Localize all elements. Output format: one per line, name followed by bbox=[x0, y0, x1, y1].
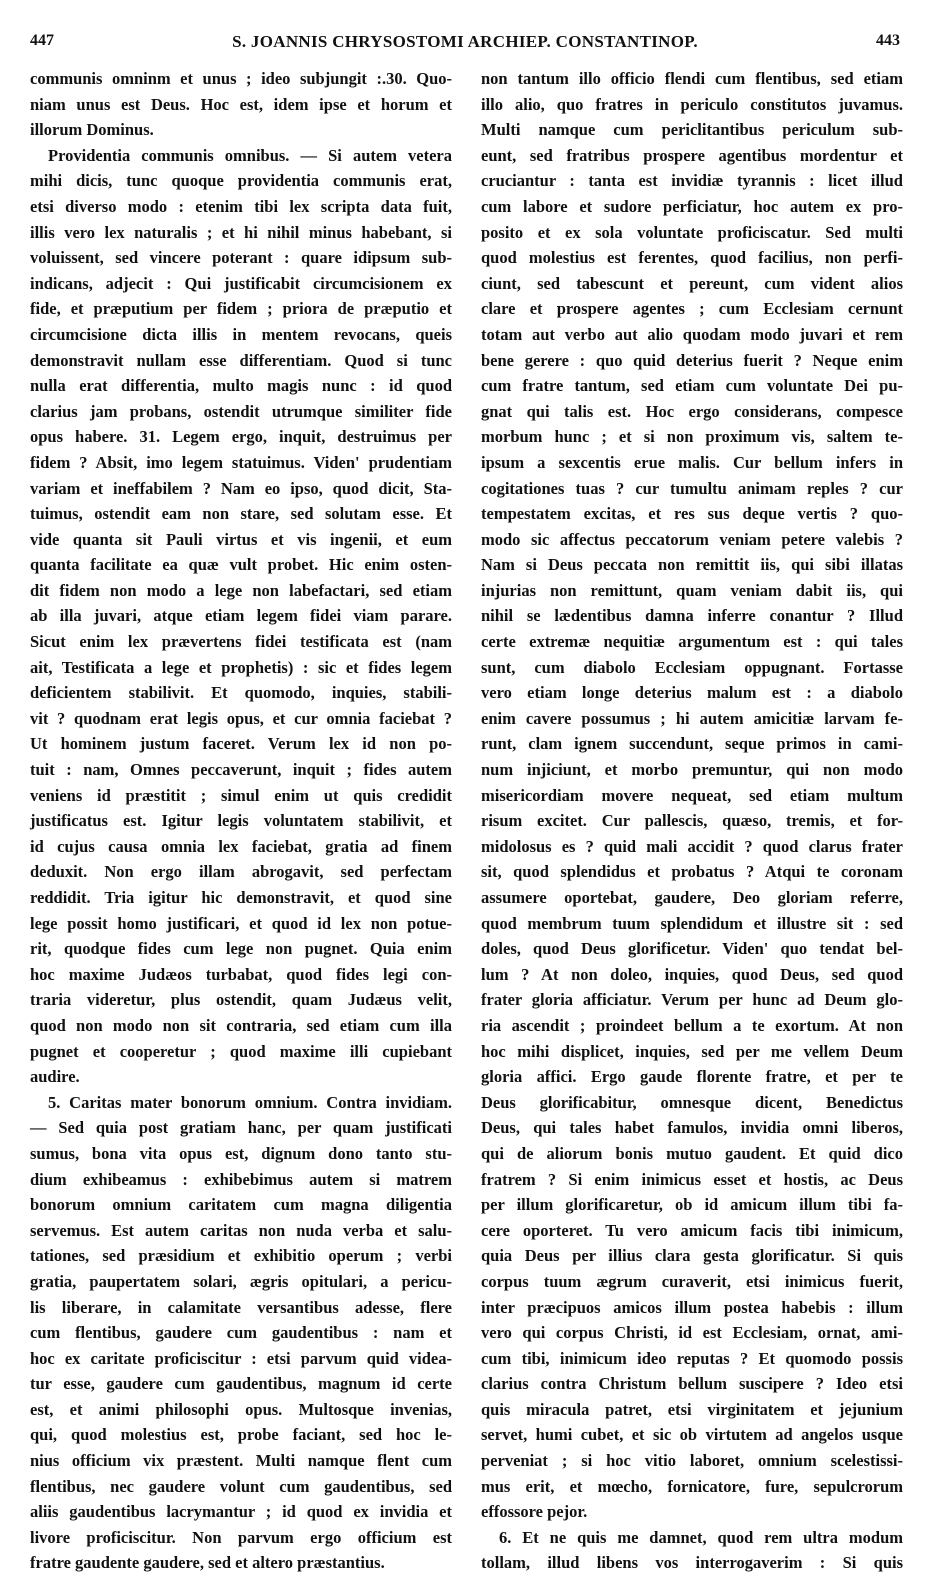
running-title: S. JOANNIS CHRYSOSTOMI ARCHIEP. CONSTANTINOP. bbox=[232, 32, 698, 51]
text-line: clarius jam probans, ostendit utrumque similiter fide bbox=[30, 401, 452, 421]
text-line: pugnet et cooperetur ; quod maxime illi cupiebant bbox=[30, 1041, 452, 1061]
text-line: dit fidem non modo a lege non labefactari, sed etiam bbox=[30, 580, 452, 600]
text-line: aliis gaudentibus lacrymantur ; id quod ex invidia et bbox=[30, 1502, 452, 1522]
text-line: demonstravit nullam esse differentiam. Quod si tunc bbox=[30, 350, 452, 370]
text-line: eunt, sed fratribus prospere agentibus mordentur et bbox=[481, 145, 903, 165]
text-line: cogitationes tuas ? cur tumultu animam reples ? cur bbox=[481, 478, 903, 498]
running-header bbox=[30, 32, 900, 58]
text-line: cere oporteret. Tu vero amicum facis tibi inimicum, bbox=[481, 1220, 903, 1240]
text-line: quanta facilitate ea quæ vult probet. Hic enim osten- bbox=[30, 555, 452, 575]
text-line: cruciantur : tanta est invidiæ tyrannis : licet illud bbox=[481, 171, 903, 191]
text-line: quis miracula patret, etsi virginitatem et jejunium bbox=[481, 1399, 903, 1419]
text-line: gratia, paupertatem solari, ægris opitulari, a pericu- bbox=[30, 1271, 452, 1291]
text-line: gnat qui talis est. Hoc ergo considerans, compesce bbox=[481, 401, 903, 421]
text-line: ait, Testificata a lege et prophetis) : sic et fides legem bbox=[30, 657, 452, 677]
text-line: quia Deus per illius clara gesta glorificatur. Si quis bbox=[481, 1246, 903, 1266]
text-line: bonorum omnium caritatem cum magna diligentia bbox=[30, 1195, 452, 1215]
text-line: variam et ineffabilem ? Nam eo ipso, quod dicit, Sta- bbox=[30, 478, 452, 498]
text-line: nius officium vix præstent. Multi namque flent cum bbox=[30, 1451, 452, 1471]
text-line: modo sic affectus peccatorum veniam petere valebis ? bbox=[481, 529, 903, 549]
text-line: audire. bbox=[30, 1067, 80, 1087]
text-line: runt, clam ignem succendunt, seque primos in cami- bbox=[481, 734, 903, 754]
text-line: rit, quodque fides cum lege non pugnet. Quia enim bbox=[30, 939, 452, 959]
text-line: illo alio, quo fratres in periculo constitutos juvamus. bbox=[481, 94, 903, 114]
text-line: Providentia communis omnibus. — Si autem vetera bbox=[48, 145, 452, 165]
text-line: fidem ? Absit, imo legem statuimus. Viden' prudentiam bbox=[30, 452, 452, 472]
text-line: morbum hunc ; et si non proximum vis, saltem te- bbox=[481, 427, 903, 447]
text-line: veniens id præstitit ; simul enim ut quis credidit bbox=[30, 785, 452, 805]
text-line: deficientem stabilivit. Et quomodo, inquies, stabili- bbox=[30, 683, 452, 703]
text-line: vit ? quodnam erat legis opus, et cur omnia faciebat ? bbox=[30, 708, 452, 728]
text-line: ria ascendit ; proindeet bellum a te exortum. At non bbox=[481, 1015, 903, 1035]
text-line: tollam, illud libens vos interrogaverim : Si quis bbox=[481, 1553, 903, 1573]
text-line: tempestatem excitas, et res sus deque vertis ? quo- bbox=[481, 504, 903, 524]
text-line: hoc ex caritate proficiscitur : etsi parvum quid videa- bbox=[30, 1348, 452, 1368]
text-line: tur esse, gaudere cum gaudentibus, magnum id certe bbox=[30, 1374, 452, 1394]
text-line: assumere oportebat, gaudere, Deo gloriam referre, bbox=[481, 888, 903, 907]
text-line: opus habere. 31. Legem ergo, inquit, destruimus per bbox=[30, 427, 452, 447]
text-line: est, et animi philosophi opus. Multosque invenias, bbox=[30, 1399, 452, 1419]
text-line: per illum glorificaretur, ob id amicum illum tibi fa- bbox=[481, 1195, 903, 1215]
text-line: midolosus es ? quid mali accidit ? quod clarus frater bbox=[481, 836, 903, 856]
text-line: justificatus est. Igitur legis voluntatem stabilivit, et bbox=[30, 811, 452, 831]
text-line: Sicut enim lex prævertens fidei testificata est (nam bbox=[30, 632, 452, 652]
text-line: quod membrum tuum splendidum et illustre sit : sed bbox=[481, 913, 903, 933]
text-line: Deus, qui tales habet famulos, invidia omni liberos, bbox=[481, 1118, 903, 1138]
text-line: quod molestius est ferentes, quod facilius, non perfi- bbox=[481, 248, 903, 268]
text-line: etsi diverso modo : etenim tibi lex scripta data fuit, bbox=[30, 196, 452, 216]
text-line: sunt, cum diabolo Ecclesiam oppugnant. Fortasse bbox=[481, 657, 903, 677]
text-line: Deus glorificabitur, omnesque dicent, Benedictus bbox=[481, 1092, 903, 1112]
text-line: vero qui corpus Christi, id est Ecclesiam, ornat, ami- bbox=[481, 1323, 903, 1343]
text-line: flentibus, nec gaudere volunt cum gaudentibus, sed bbox=[30, 1476, 452, 1496]
text-line: vero etiam longe deterius malum est : a diabolo bbox=[481, 683, 903, 703]
text-line: nulla erat differentia, multo magis nunc : id quod bbox=[30, 376, 452, 396]
page-number-left: 447 bbox=[30, 32, 54, 49]
text-line: illorum Dominus. bbox=[30, 120, 154, 140]
text-line: sumus, bona vita opus est, dignum dono tanto stu- bbox=[30, 1143, 452, 1163]
text-line: num injiciunt, et morbo premuntur, qui non modo bbox=[481, 760, 903, 780]
text-line: Ut hominem justum faceret. Verum lex id non po- bbox=[30, 734, 452, 754]
text-line: risum excitet. Cur pallescis, quæso, tremis, et for- bbox=[481, 811, 903, 831]
text-line: clare et prospere agentes ; cum Ecclesiam cernunt bbox=[481, 299, 903, 319]
text-line: non tantum illo officio flendi cum flentibus, sed etiam bbox=[481, 69, 903, 88]
text-line: indicans, adjecit : Qui justificabit circumcisionem ex bbox=[30, 273, 452, 293]
text-line: fratre gaudente gaudere, sed et altero præstantius. bbox=[30, 1553, 385, 1573]
text-line: reddidit. Tria igitur hic demonstravit, et quod sine bbox=[30, 888, 452, 907]
text-line: mus erit, et mœcho, fornicatore, fure, sepulcrorum bbox=[481, 1476, 903, 1496]
text-line: illis vero lex naturalis ; et hi nihil minus habebant, si bbox=[30, 222, 452, 242]
text-line: ipsum a sexcentis erue malis. Cur bellum infers in bbox=[481, 452, 903, 472]
text-line: tuit : nam, Omnes peccaverunt, inquit ; fides autem bbox=[30, 760, 452, 780]
text-line: servemus. Est autem caritas non nuda verba et salu- bbox=[30, 1220, 452, 1240]
text-line: traria videretur, plus ostendit, quam Judæus velit, bbox=[30, 990, 452, 1010]
text-line: Multi namque cum periclitantibus periculum sub- bbox=[481, 120, 903, 140]
text-line: sit, quod splendidus et probatus ? Atqui te coronam bbox=[481, 862, 903, 882]
text-line: 5. Caritas mater bonorum omnium. Contra invidiam. bbox=[48, 1092, 452, 1112]
text-line: deduxit. Non ergo illam abrogavit, sed perfectam bbox=[30, 862, 452, 882]
text-line: injurias non remittunt, quam veniam dabit iis, qui bbox=[481, 580, 903, 600]
text-line: vide quanta sit Pauli virtus et vis ingenii, et eum bbox=[30, 529, 452, 549]
text-line: lum ? At non doleo, inquies, quod Deus, sed quod bbox=[481, 964, 903, 984]
text-line: nihil se lædentibus damna inferre conantur ? Illud bbox=[481, 606, 903, 626]
text-line: corpus tuum ægrum curaverit, etsi inimicus fuerit, bbox=[481, 1271, 903, 1291]
text-line: ciunt, sed tabescunt et pereunt, cum vident alios bbox=[481, 273, 903, 293]
text-line: mihi dicis, tunc quoque providentia communis erat, bbox=[30, 171, 452, 191]
text-line: hoc mihi displicet, inquies, sed per me vellem Deum bbox=[481, 1041, 903, 1061]
text-line: id cujus causa omnia lex faciebat, gratia ad finem bbox=[30, 836, 452, 856]
right-text-column bbox=[481, 66, 903, 1576]
text-line: cum fratre tantum, sed etiam cum voluntate Dei pu- bbox=[481, 376, 903, 396]
text-line: livore proficiscitur. Non parvum ergo officium est bbox=[30, 1527, 452, 1547]
text-line: voluissent, sed vincere poterant : quare idipsum sub- bbox=[30, 248, 452, 268]
left-text-column bbox=[30, 66, 452, 1576]
text-line: lege possit homo justificari, et quod id lex non potue- bbox=[30, 913, 452, 933]
text-line: certe extremæ nequitiæ argumentum est : qui tales bbox=[481, 632, 903, 652]
text-line: effossore pejor. bbox=[481, 1502, 588, 1522]
text-line: fratrem ? Si enim inimicus esset et hostis, ac Deus bbox=[481, 1169, 903, 1189]
text-line: dium exhibeamus : exhibebimus autem si matrem bbox=[30, 1169, 452, 1189]
text-line: circumcisione dicta illis in mentem revocans, queis bbox=[30, 324, 452, 344]
text-line: gloria affici. Ergo gaude florente fratre, et per te bbox=[481, 1067, 903, 1087]
text-line: ab illa juvari, atque etiam legem fidei viam parare. bbox=[30, 606, 452, 626]
text-line: qui, quod molestius est, probe faciant, sed hoc le- bbox=[30, 1425, 452, 1445]
text-line: misericordiam movere nequeat, sed etiam multum bbox=[481, 785, 903, 805]
text-line: enim cavere possumus ; hi autem amicitiæ larvam fe- bbox=[481, 708, 903, 728]
text-line: Nam si Deus peccata non remittit iis, qui sibi illatas bbox=[481, 555, 903, 575]
text-line: clarius contra Christum bellum suscipere ? Ideo etsi bbox=[481, 1374, 903, 1394]
page-number-right: 443 bbox=[876, 32, 900, 49]
text-line: inter præcipuos amicos illum postea habebis : illum bbox=[481, 1297, 903, 1317]
text-line: doles, quod Deus glorificetur. Viden' quo tendat bel- bbox=[481, 939, 903, 959]
text-line: tuimus, ostendit eam non stare, sed solutam esse. Et bbox=[30, 504, 452, 524]
text-line: cum labore et sudore perficiatur, hoc autem ex pro- bbox=[481, 196, 903, 216]
text-line: lis liberare, in calamitate versantibus adesse, flere bbox=[30, 1297, 452, 1317]
text-line: — Sed quia post gratiam hanc, per quam justificati bbox=[30, 1118, 452, 1138]
text-line: perveniat ; si hoc vitio laboret, omnium scelestissi- bbox=[481, 1451, 903, 1471]
text-line: totam aut verbo aut alio quodam modo juvari et rem bbox=[481, 324, 903, 344]
text-line: cum flentibus, gaudere cum gaudentibus : nam et bbox=[30, 1323, 452, 1343]
text-line: cum tibi, inimicum ideo reputas ? Et quomodo possis bbox=[481, 1348, 903, 1368]
text-line: frater gloria afficiatur. Verum per hunc ad Deum glo- bbox=[481, 990, 903, 1010]
text-line: tationes, sed præsidium et exhibitio operum ; verbi bbox=[30, 1246, 452, 1266]
text-line: niam unus est Deus. Hoc est, idem ipse et horum et bbox=[30, 94, 452, 114]
text-line: fide, et præputium per fidem ; priora de præputio et bbox=[30, 299, 452, 319]
text-line: hoc maxime Judæos turbabat, quod fides legi con- bbox=[30, 964, 452, 984]
text-line: communis omninm et unus ; ideo subjungit :.30. Quo- bbox=[30, 69, 452, 88]
text-line: servet, humi cubet, et sic ob virtutem ad angelos usque bbox=[481, 1425, 903, 1445]
text-line: qui de aliorum bonis mutuo gaudent. Et quid dico bbox=[481, 1143, 903, 1163]
text-line: bene gerere : quo quid deterius fuerit ? Neque enim bbox=[481, 350, 903, 370]
text-line: 6. Et ne quis me damnet, quod rem ultra modum bbox=[499, 1527, 903, 1547]
text-line: quod non modo non sit contraria, sed etiam cum illa bbox=[30, 1015, 452, 1035]
text-line: posito et ex sola voluntate proficiscatur. Sed multi bbox=[481, 222, 903, 242]
